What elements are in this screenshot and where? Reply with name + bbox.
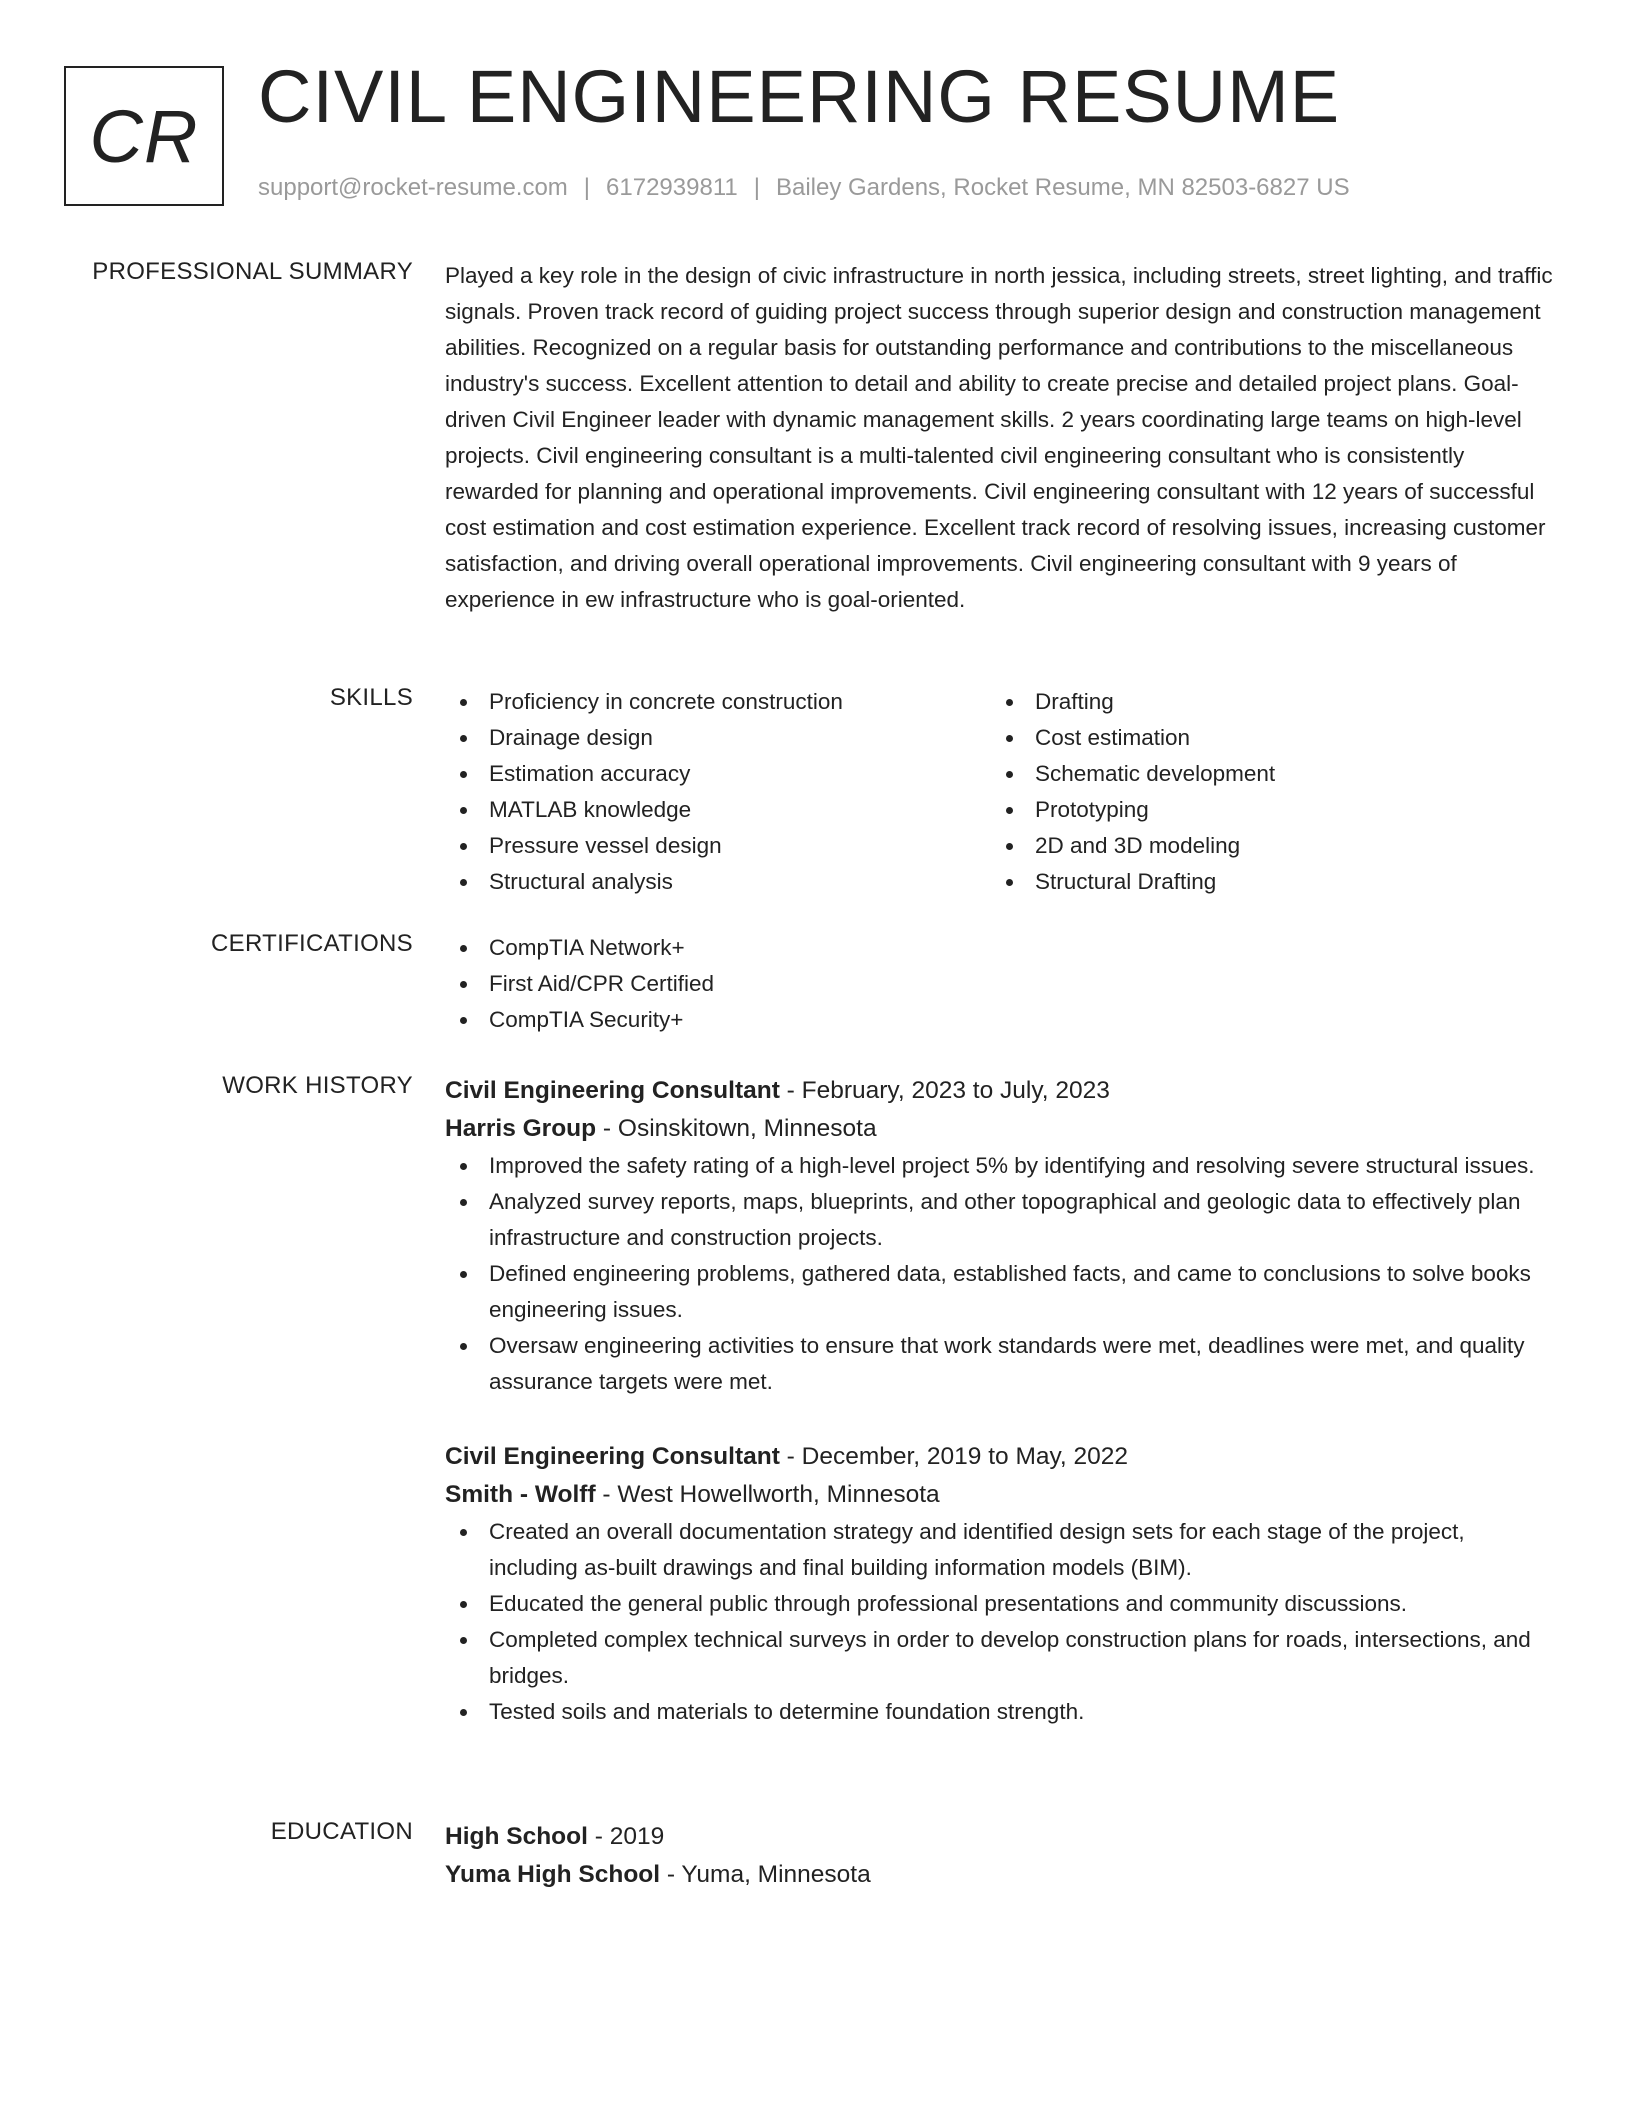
contact-email[interactable]: support@rocket-resume.com (258, 174, 568, 201)
skill-item: Drafting (991, 684, 1537, 720)
education-school-line (445, 1856, 1557, 1894)
education-school: Yuma High School (445, 1861, 661, 1888)
job-entry (445, 1072, 1557, 1400)
certification-item: CompTIA Network+ (445, 930, 1557, 966)
skill-item: Pressure vessel design (445, 828, 991, 864)
job-title-line (445, 1438, 1557, 1476)
certification-item: CompTIA Security+ (445, 1002, 1557, 1038)
summary-text: Played a key role in the design of civic infrastructure in north jessica, including streets, street lighting, and traffic signals. Proven track record of guiding project success through superior design and construction management abilities. Recognized on a regular basis for outstanding performance and contributions to the miscellaneous industry's success. Excellent attention to detail and ability to create precise and detailed project plans. Goal-driven Civil Engineer leader with dynamic management skills. 2 years coordinating large teams on high-level projects. Civil engineering consultant is a multi-talented civil engineering consultant who is consistently rewarded for planning and operational improvements. Civil engineering consultant with 12 years of successful cost estimation and cost estimation experience. Excellent track record of resolving issues, increasing customer satisfaction, and driving overall operational improvements. Civil engineering consultant with 9 years of experience in ew infrastructure who is goal-oriented. (445, 263, 1553, 612)
job-company: Smith - Wolff (445, 1481, 596, 1508)
job-company-line (445, 1110, 1557, 1148)
skills-list-right (991, 684, 1537, 900)
monogram-badge: CR (64, 66, 224, 206)
section-label: PROFESSIONAL SUMMARY (92, 258, 413, 285)
section-label: WORK HISTORY (222, 1072, 413, 1099)
job-bullets (445, 1148, 1557, 1400)
job-title: Civil Engineering Consultant (445, 1077, 780, 1104)
job-bullets (445, 1514, 1557, 1730)
job-bullet: Defined engineering problems, gathered data, established facts, and came to conclusions to solve books engineering issues. (445, 1256, 1557, 1328)
job-bullet: Created an overall documentation strategy and identified design sets for each stage of the project, including as-built drawings and final building information models (BIM). (445, 1514, 1557, 1586)
job-bullet: Analyzed survey reports, maps, blueprints, and other topographical and geologic data to effectively plan infrastructure and construction projects. (445, 1184, 1557, 1256)
skill-item: Cost estimation (991, 720, 1537, 756)
education-location: - Yuma, Minnesota (660, 1861, 871, 1888)
job-bullet: Oversaw engineering activities to ensure that work standards were met, deadlines were met, and quality assurance targets were met. (445, 1328, 1557, 1400)
job-dates: - December, 2019 to May, 2022 (779, 1443, 1129, 1470)
certification-item: First Aid/CPR Certified (445, 966, 1557, 1002)
skill-item: MATLAB knowledge (445, 792, 991, 828)
job-company: Harris Group (445, 1115, 597, 1142)
job-location: - Osinskitown, Minnesota (596, 1115, 877, 1142)
contact-separator: | (583, 174, 591, 201)
skill-item: Drainage design (445, 720, 991, 756)
job-location: - West Howellworth, Minnesota (595, 1481, 940, 1508)
education-degree-line (445, 1818, 1557, 1856)
job-bullet: Tested soils and materials to determine foundation strength. (445, 1694, 1557, 1730)
skill-item: Schematic development (991, 756, 1537, 792)
contact-address: Bailey Gardens, Rocket Resume, MN 82503-6827 US (775, 174, 1350, 201)
certifications-list (445, 930, 1557, 1038)
job-title: Civil Engineering Consultant (445, 1443, 780, 1470)
section-label: EDUCATION (270, 1818, 413, 1845)
skill-item: Estimation accuracy (445, 756, 991, 792)
job-bullet: Educated the general public through professional presentations and community discussions. (445, 1586, 1557, 1622)
contact-phone[interactable]: 6172939811 (606, 174, 738, 201)
job-dates: - February, 2023 to July, 2023 (779, 1077, 1110, 1104)
education-year: - 2019 (587, 1823, 665, 1850)
section-label: CERTIFICATIONS (211, 930, 413, 957)
section-label: SKILLS (329, 684, 413, 711)
job-bullet: Completed complex technical surveys in order to develop construction plans for roads, intersections, and bridges. (445, 1622, 1557, 1694)
skill-item: Structural Drafting (991, 864, 1537, 900)
skill-item: Prototyping (991, 792, 1537, 828)
skill-item: Structural analysis (445, 864, 991, 900)
job-title-line (445, 1072, 1557, 1110)
skill-item: 2D and 3D modeling (991, 828, 1537, 864)
job-entry (445, 1438, 1557, 1730)
skills-list-left (445, 684, 991, 900)
job-bullet: Improved the safety rating of a high-level project 5% by identifying and resolving severe structural issues. (445, 1148, 1557, 1184)
contact-separator: | (753, 174, 760, 201)
job-company-line (445, 1476, 1557, 1514)
education-degree: High School (445, 1823, 588, 1850)
skill-item: Proficiency in concrete construction (445, 684, 991, 720)
resume-title: CIVIL ENGINEERING RESUME (258, 55, 1341, 138)
contact-line (258, 174, 1350, 202)
